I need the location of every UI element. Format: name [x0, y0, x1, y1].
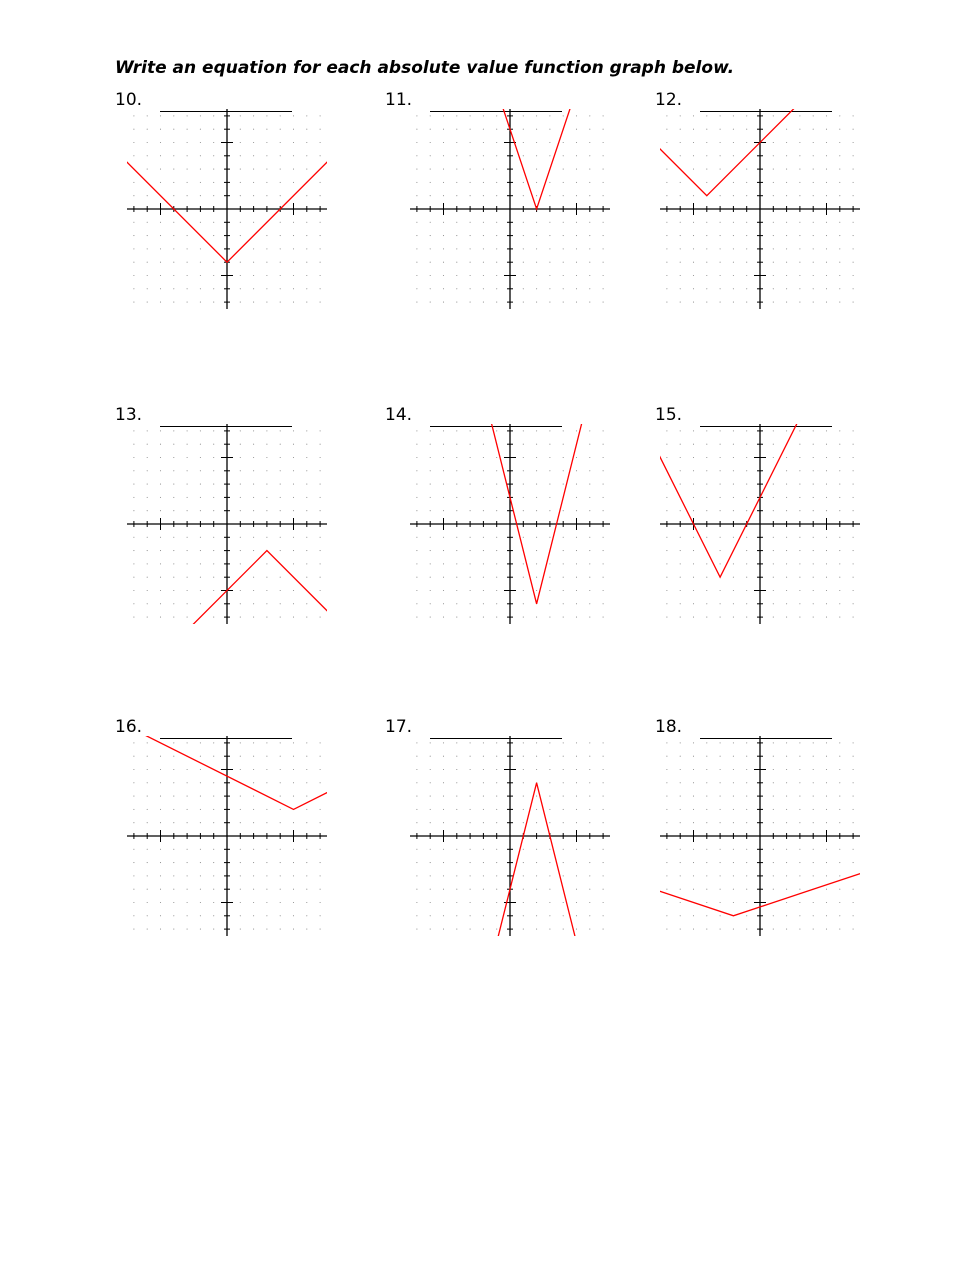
coordinate-graph: [127, 422, 327, 627]
problem-label: [385, 717, 412, 741]
problem-16: [115, 717, 375, 1017]
problem-number: 16.: [115, 717, 143, 737]
problem-number: 11.: [385, 90, 413, 110]
problem-number: 14.: [385, 405, 413, 425]
problem-14: [385, 405, 645, 705]
problem-18: [655, 717, 915, 1017]
problem-label: [385, 90, 412, 114]
coordinate-graph: [127, 107, 327, 312]
coordinate-graph: [127, 734, 327, 939]
coordinate-graph: [410, 422, 610, 627]
problem-number: 13.: [115, 405, 143, 425]
problem-12: [655, 90, 915, 390]
coordinate-graph: [410, 734, 610, 939]
problem-13: [115, 405, 375, 705]
problem-11: [385, 90, 645, 390]
problem-number: 12.: [655, 90, 683, 110]
problem-10: [115, 90, 375, 390]
coordinate-graph: [660, 734, 860, 939]
problem-label: [385, 405, 412, 429]
coordinate-graph: [410, 107, 610, 312]
coordinate-graph: [660, 422, 860, 627]
problem-number: 10.: [115, 90, 143, 110]
problem-number: 15.: [655, 405, 683, 425]
coordinate-graph: [660, 107, 860, 312]
problem-number: 18.: [655, 717, 683, 737]
problem-15: [655, 405, 915, 705]
instructions: Write an equation for each absolute value function graph below.: [115, 58, 735, 78]
problem-number: 17.: [385, 717, 413, 737]
problem-17: [385, 717, 645, 1017]
